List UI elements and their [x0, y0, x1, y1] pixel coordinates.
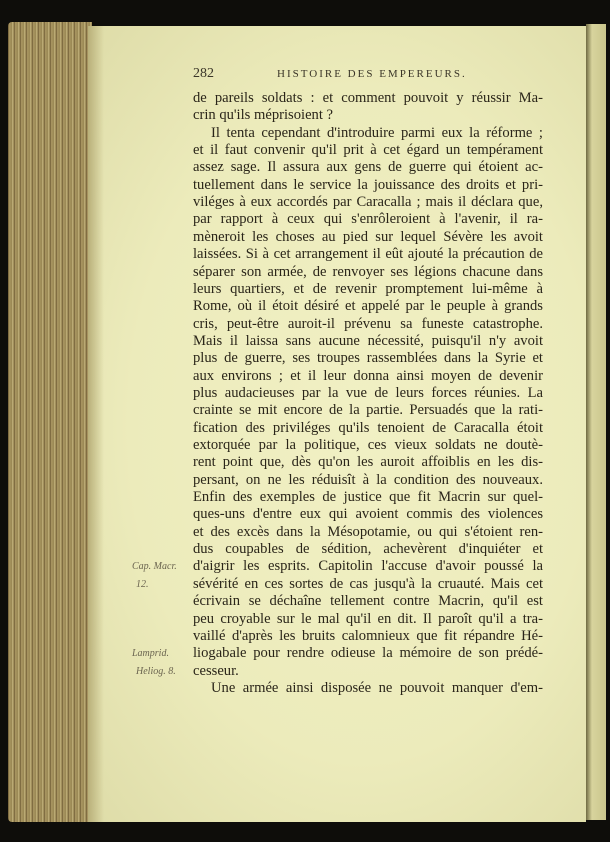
text-line: Une armée ainsi disposée ne pouvoit manquer d'em-	[211, 679, 543, 696]
text-line: Mais il laissa sans aucune nécessité, puisqu'il n'y avoit	[193, 332, 543, 349]
margin-note: Lamprid.	[132, 648, 169, 660]
running-title: HISTOIRE DES EMPEREURS.	[277, 68, 467, 80]
text-line: sévérité en ces sortes de cas jusqu'à la cruauté. Mais cet	[193, 575, 543, 592]
text-line: persant, on ne les réduisît à la condition des nouveaux.	[193, 471, 543, 488]
page-edges-stack	[8, 22, 92, 822]
text-line: cris, peut-être auroit-il prévenu sa funeste catastrophe.	[193, 315, 543, 332]
margin-note: 12.	[136, 578, 149, 590]
text-line: crin qu'ils méprisoient ?	[193, 107, 334, 124]
text-line: Rome, où il étoit désiré et appelé par le peuple à grands	[193, 298, 543, 315]
text-line: mèneroit les choses au pied sur lequel Sévère les avoit	[193, 228, 543, 245]
page-number: 282	[193, 66, 214, 81]
text-line: plus de guerre, ses troupes rassemblées dans la Syrie et	[193, 350, 543, 367]
text-line: plus audacieuses par la vue de leurs forces réunies. La	[193, 384, 543, 401]
margin-note: Heliog. 8.	[136, 665, 176, 677]
text-line: vaillé d'après les bruits calomnieux que fit répandre Hé-	[193, 627, 543, 644]
text-line: aux environs ; et il leur donna ainsi moyen de devenir	[193, 367, 543, 384]
text-line: Il tenta cependant d'introduire parmi eux la réforme ;	[211, 124, 543, 141]
text-line: et des excès dans la Mésopotamie, ou qui s'étoient ren-	[193, 523, 543, 540]
text-line: et il faut convenir qu'il prit à cet égard un tempérament	[193, 142, 543, 159]
text-line: crainte se mit encore de la partie. Persuadés que la rati-	[193, 402, 543, 419]
text-line: tuellement dans le service la jouissance des droits et pri-	[193, 176, 543, 193]
text-line: fication des priviléges qu'ils tenoient de Caracalla étoit	[193, 419, 543, 436]
text-line: par rapport à ceux qui s'enrôleroient à l'avenir, il ra-	[193, 211, 543, 228]
text-line: de pareils soldats : et comment pouvoit y réussir Ma-	[193, 90, 543, 106]
text-line: Enfin des exemples de justice que fit Macrin sur quel-	[193, 489, 543, 506]
text-line: dus coupables de sédition, achevèrent d'inquiéter et	[193, 541, 543, 558]
margin-note: Cap. Macr.	[132, 561, 177, 573]
text-line: peu croyable sur le mal qu'il en dit. Il paroît qu'il a tra-	[193, 610, 543, 627]
text-line: leurs quartiers, et de revenir promptement lui-même à	[193, 280, 543, 297]
text-line: viléges à eux accordés par Caracalla ; mais il déclara que,	[193, 194, 543, 211]
text-line: cesseur.	[193, 662, 239, 679]
text-line: extorquée par la politique, ces vieux soldats ne doutè-	[193, 437, 543, 453]
text-line: séparer son armée, de renvoyer ses légions chacune dans	[193, 263, 543, 280]
text-line: liogabale pour rendre odieuse la mémoire de son prédé-	[193, 645, 543, 662]
text-line: écrivain se déchaîne tellement contre Macrin, qu'il est	[193, 593, 543, 610]
next-page-edge	[586, 24, 606, 820]
text-line: laissées. Si à cet arrangement il eût ajouté la précaution de	[193, 246, 543, 263]
text-line: ques-uns d'entre eux qui avoient commis des violences	[193, 506, 543, 523]
text-line: d'aigrir les esprits. Capitolin l'accuse d'avoir poussé la	[193, 558, 543, 575]
page-gutter-shadow	[88, 26, 104, 822]
text-line: assez sage. Il assura aux gens de guerre qui étoient ac-	[193, 159, 543, 176]
page-header	[193, 66, 543, 84]
text-line: rent point que, dès qu'on les auroit affoiblis en les dis-	[193, 454, 543, 471]
